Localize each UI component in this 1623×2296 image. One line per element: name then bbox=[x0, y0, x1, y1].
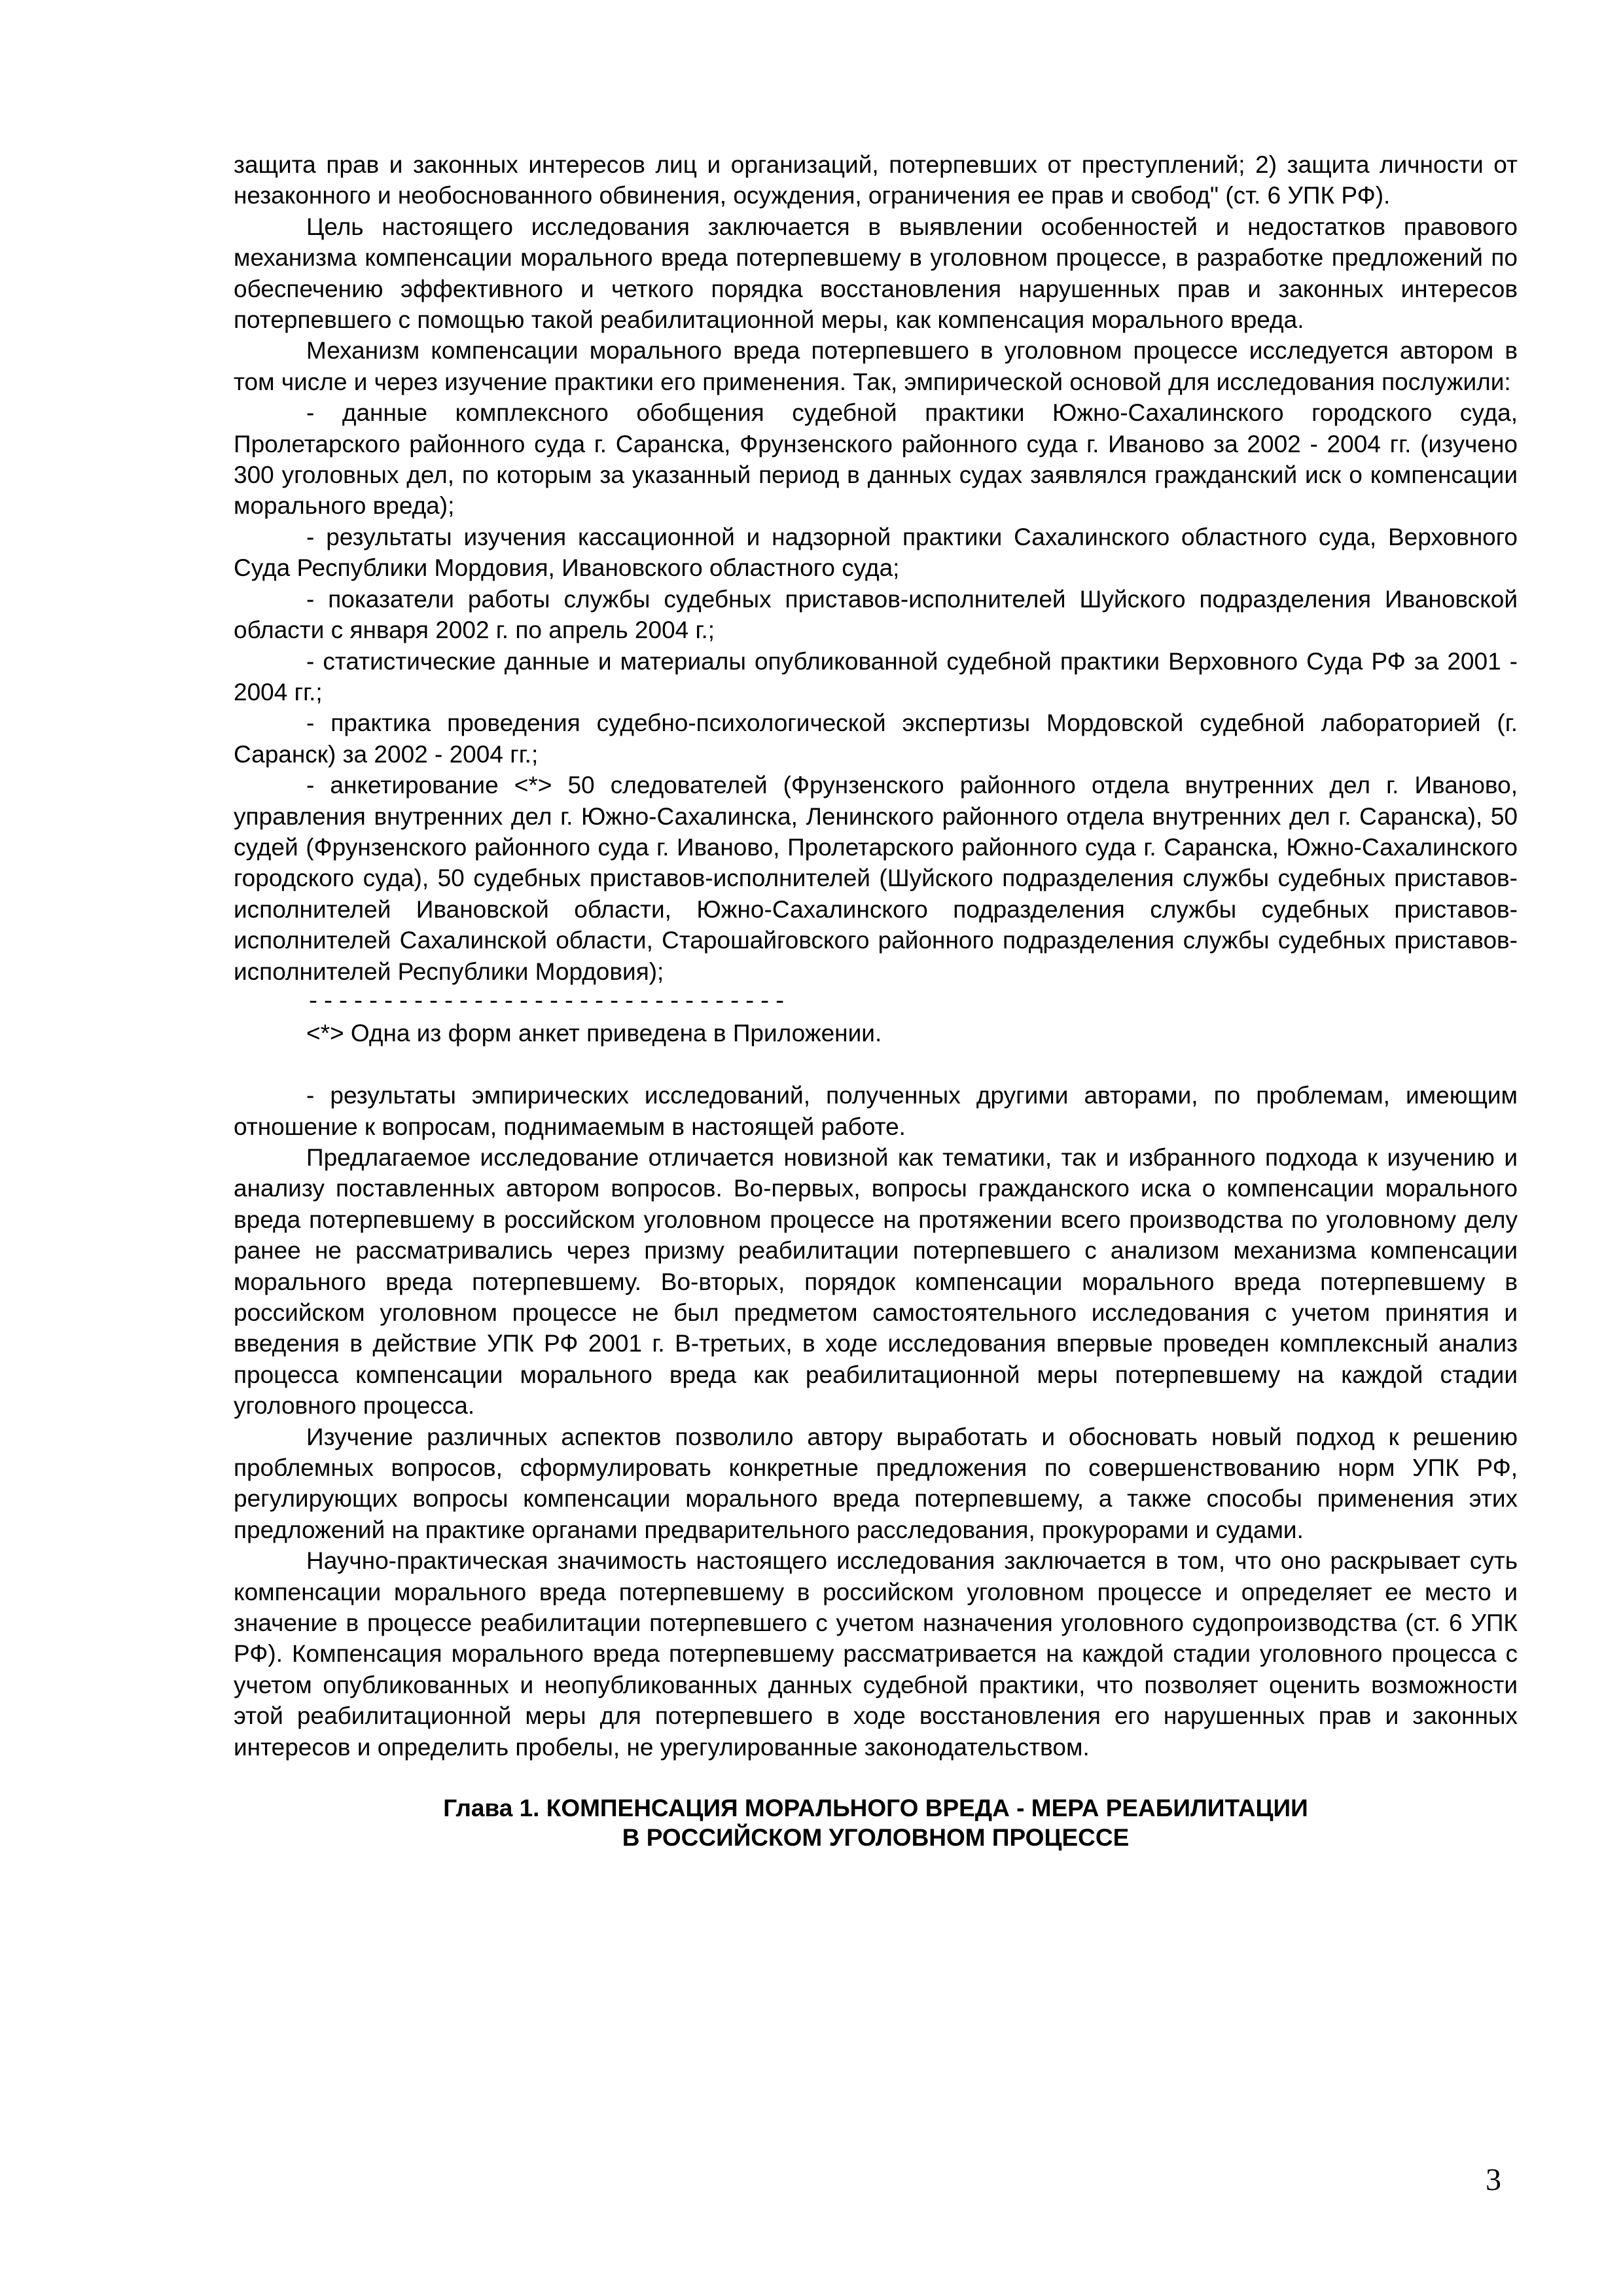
paragraph-new-approach: Изучение различных аспектов позволило автору выработать и обосновать новый подход к решению проблемных вопросов, сформулировать конкретные предложения по совершенствованию норм УПК РФ, регулирующих вопросы компенсации морального вреда потерпевшему, а также способы применения этих предложений на практике органами предварительного расследования, прокурорами и судами. bbox=[234, 1423, 1518, 1543]
footnote-separator: -------------------------------- bbox=[306, 988, 789, 1015]
blank-line bbox=[234, 1049, 1518, 1080]
list-item-survey: - анкетирование <*> 50 следователей (Фрунзенского районного отдела внутренних дел г. Иваново, управления внутренних дел г. Южно-Сахалинска, Ленинского районного отдела внутренних дел г. Саранска), 50 судей (Фрунзенского районного суда г. Иваново, Пролетарского районного суда г. Саранска, Южно-Сахалинского городского суда), 50 судебных приставов-исполнителей (Шуйского подразделения службы судебных приставов-исполнителей Ивановской области, Южно-Сахалинского подразделения службы судебных приставов-исполнителей Сахалинской области, Старошайговского районного подразделения службы судебных приставов-исполнителей Республики Мордовия); bbox=[234, 772, 1518, 985]
chapter-heading-line-1: Глава 1. КОМПЕНСАЦИЯ МОРАЛЬНОГО ВРЕДА - МЕРА РЕАБИЛИТАЦИИ bbox=[443, 1795, 1308, 1822]
chapter-heading bbox=[234, 1793, 1518, 1852]
paragraph-empirical-basis: Механизм компенсации морального вреда потерпевшего в уголовном процессе исследуется автором в том числе и через изучение практики его применения. Так, эмпирической основой для исследования послужили: bbox=[234, 337, 1518, 395]
footnote: <*> Одна из форм анкет приведена в Приложении. bbox=[306, 1020, 882, 1047]
chapter-heading-line-2: В РОССИЙСКОМ УГОЛОВНОМ ПРОЦЕССЕ bbox=[622, 1824, 1130, 1852]
paragraph-practical-significance: Научно-практическая значимость настоящего исследования заключается в том, что оно раскрывает суть компенсации морального вреда потерпевшему в российском уголовном процессе и определяет ее место и значение в процессе реабилитации потерпевшего с учетом назначения уголовного судопроизводства (ст. 6 УПК РФ). Компенсация морального вреда потерпевшему рассматривается на каждой стадии уголовного процесса с учетом опубликованных и неопубликованных данных судебной практики, что позволяет оценить возможности этой реабилитационной меры для потерпевшего в ходе восстановления его нарушенных прав и законных интересов и определить пробелы, не урегулированные законодательством. bbox=[234, 1547, 1518, 1761]
paragraph-continuation: защита прав и законных интересов лиц и организаций, потерпевших от преступлений; 2) защита личности от незаконного и необоснованного обвинения, осуждения, ограничения ее прав и свобод" (ст. 6 УПК РФ). bbox=[234, 151, 1518, 209]
page-number: 3 bbox=[1486, 2162, 1501, 2197]
page-body bbox=[234, 149, 1518, 1852]
list-item-bailiff-indicators: - показатели работы службы судебных приставов-исполнителей Шуйского подразделения Ивановской области с января 2002 г. по апрель 2004 г.; bbox=[234, 585, 1518, 644]
list-item-other-research: - результаты эмпирических исследований, полученных другими авторами, по проблемам, имеющим отношение к вопросам, поднимаемым в настоящей работе. bbox=[234, 1082, 1518, 1140]
paragraph-research-goal: Цель настоящего исследования заключается в выявлении особенностей и недостатков правового механизма компенсации морального вреда потерпевшему в уголовном процессе, в разработке предложений по обеспечению эффективного и четкого порядка восстановления нарушенных прав и законных интересов потерпевшего с помощью такой реабилитационной меры, как компенсация морального вреда. bbox=[234, 213, 1518, 334]
list-item-cassation-practice: - результаты изучения кассационной и надзорной практики Сахалинского областного суда, Верховного Суда Республики Мордовия, Ивановского областного суда; bbox=[234, 523, 1518, 582]
list-item-expertise-practice: - практика проведения судебно-психологической экспертизы Мордовской судебной лабораторией (г. Саранск) за 2002 - 2004 гг.; bbox=[234, 709, 1518, 768]
list-item-statistics: - статистические данные и материалы опубликованной судебной практики Верховного Суда РФ за 2001 - 2004 гг.; bbox=[234, 647, 1518, 706]
list-item-court-practice: - данные комплексного обобщения судебной практики Южно-Сахалинского городского суда, Пролетарского районного суда г. Саранска, Фрунзенского районного суда г. Иваново за 2002 - 2004 гг. (изучено 300 уголовных дел, по которым за указанный период в данных судах заявлялся гражданский иск о компенсации морального вреда); bbox=[234, 399, 1518, 520]
paragraph-novelty: Предлагаемое исследование отличается новизной как тематики, так и избранного подхода к изучению и анализу поставленных автором вопросов. Во-первых, вопросы гражданского иска о компенсации морального вреда потерпевшему в российском уголовном процессе на протяжении всего производства по уголовному делу ранее не рассматривались через призму реабилитации потерпевшего с анализом механизма компенсации морального вреда потерпевшему. Во-вторых, порядок компенсации морального вреда потерпевшему в российском уголовном процессе не был предметом самостоятельного исследования с учетом принятия и введения в действие УПК РФ 2001 г. В-третьих, в ходе исследования впервые проведен комплексный анализ процесса компенсации морального вреда как реабилитационной меры потерпевшему на каждой стадии уголовного процесса. bbox=[234, 1143, 1518, 1420]
